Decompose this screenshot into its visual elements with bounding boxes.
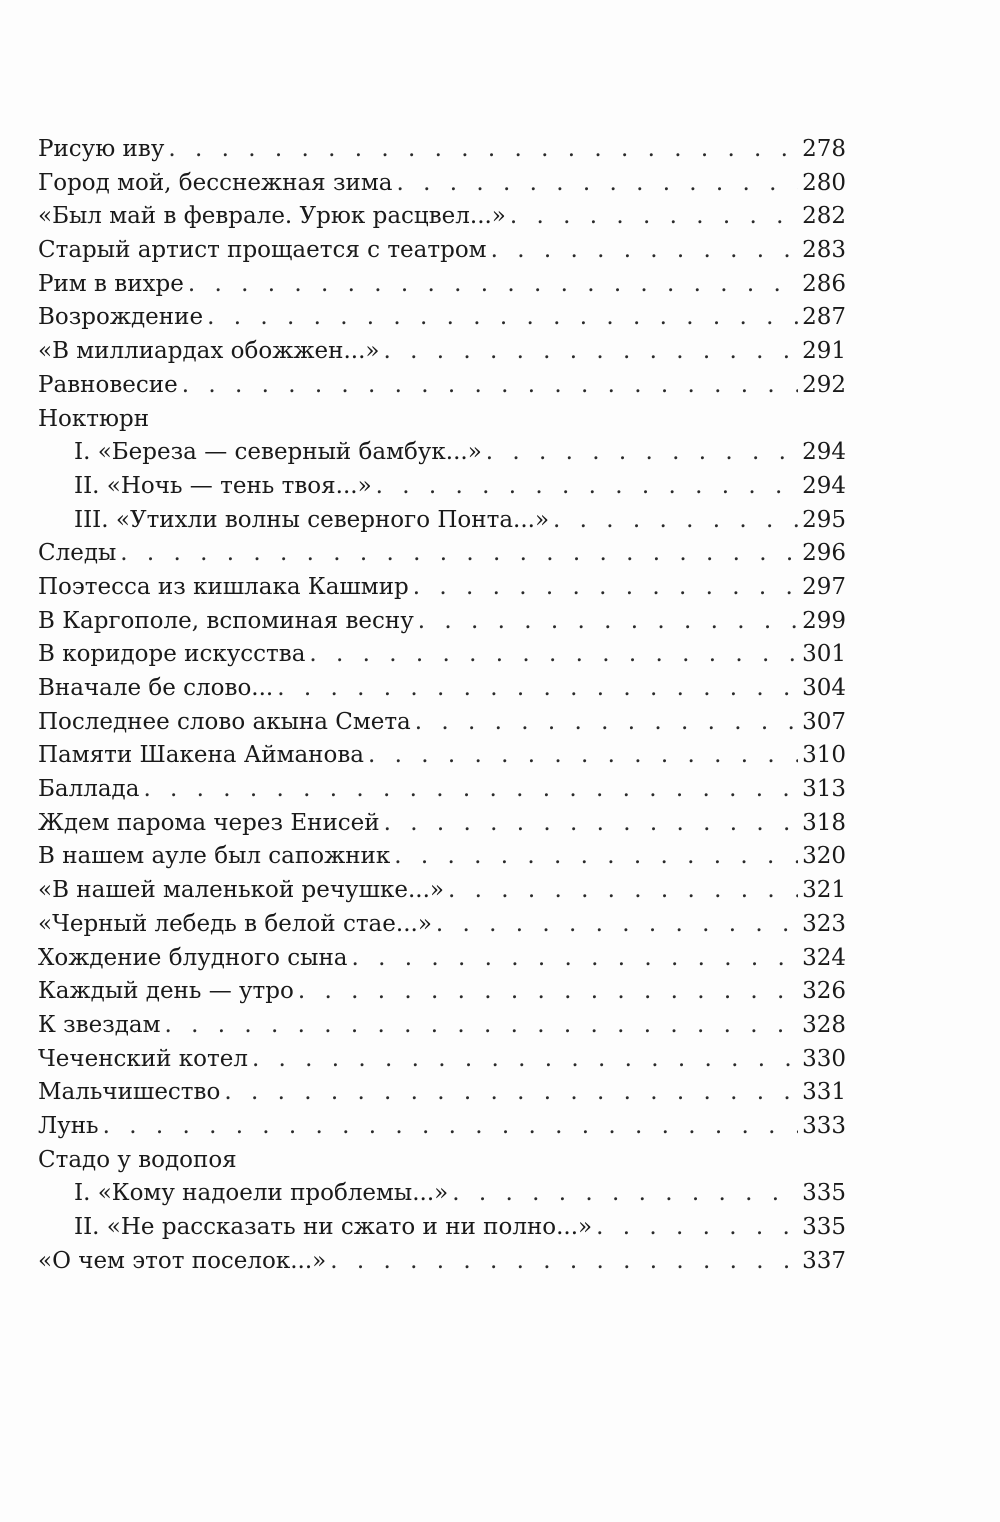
toc-page-number: 335 xyxy=(802,1180,846,1207)
toc-page-number: 297 xyxy=(802,573,846,600)
toc-entry-title: I. «Береза — северный бамбук...» xyxy=(74,439,482,466)
dot-leader xyxy=(486,439,798,465)
toc-entry-title: Последнее слово акына Смета xyxy=(38,708,411,735)
toc-entry-title: Равновесие xyxy=(38,371,178,398)
toc-entry-title: В Каргополе, вспоминая весну xyxy=(38,607,414,634)
dot-leader xyxy=(277,675,798,701)
toc-entry-title: К звездам xyxy=(38,1011,161,1038)
toc-entry xyxy=(38,271,846,305)
toc-entry-title: II. «Не рассказать ни сжато и ни полно...» xyxy=(74,1214,593,1240)
toc-entry xyxy=(38,1113,846,1147)
toc-entry xyxy=(38,304,846,338)
toc-entry-title: Город мой, бесснежная зима xyxy=(38,169,393,196)
toc-entry xyxy=(38,810,846,844)
dot-leader xyxy=(413,574,798,600)
toc-entry-title: Стадо у водопоя xyxy=(38,1146,237,1173)
toc-entry-title: Старый артист прощается с театром xyxy=(38,237,487,264)
dot-leader xyxy=(207,304,798,330)
toc-entry xyxy=(38,540,846,574)
toc-entry-title: III. «Утихли волны северного Понта...» xyxy=(74,506,550,533)
toc-entry-title: I. «Кому надоели проблемы...» xyxy=(74,1180,449,1207)
toc-entry-title: «О чем этот поселок...» xyxy=(38,1247,327,1274)
toc-entry-title: Лунь xyxy=(38,1112,99,1139)
toc-page-number: 291 xyxy=(802,338,846,365)
dot-leader xyxy=(168,136,798,162)
toc-entry xyxy=(38,877,846,911)
dot-leader xyxy=(120,540,798,566)
toc-entry xyxy=(38,1046,846,1080)
dot-leader xyxy=(309,641,798,667)
toc-page-number: 328 xyxy=(802,1011,846,1038)
toc-entry-title: Ноктюрн xyxy=(38,405,150,432)
toc-entry-title: Поэтесса из кишлака Кашмир xyxy=(38,573,409,600)
dot-leader xyxy=(491,237,799,263)
toc-entry-title: В нашем ауле был сапожник xyxy=(38,843,391,870)
toc-entry-title: Вначале бе слово... xyxy=(38,675,274,701)
toc-page-number: 282 xyxy=(802,203,846,230)
toc-entry xyxy=(38,203,846,237)
toc-page-number: 337 xyxy=(802,1247,846,1274)
toc-subentry xyxy=(38,439,846,473)
toc-entry-title: Баллада xyxy=(38,776,140,803)
toc-entry-title: «Черный лебедь в белой стае...» xyxy=(38,910,432,937)
toc-entry-title: Каждый день — утро xyxy=(38,978,294,1005)
toc-entry xyxy=(38,945,846,979)
toc-entry-title: «В нашей маленькой речушке...» xyxy=(38,877,444,904)
toc-entry xyxy=(38,170,846,204)
toc-entry-title: Рим в вихре xyxy=(38,270,184,297)
dot-leader xyxy=(252,1046,798,1072)
toc-page-number: 292 xyxy=(802,371,846,398)
dot-leader xyxy=(510,203,798,229)
toc-page-number: 321 xyxy=(802,877,846,904)
dot-leader xyxy=(452,1180,798,1206)
toc-page-number: 295 xyxy=(802,506,846,533)
dot-leader xyxy=(396,170,798,196)
toc-entry-title: Рисую иву xyxy=(38,136,165,162)
toc-entry xyxy=(38,641,846,675)
dot-leader xyxy=(383,338,798,364)
toc-entry-title: Хождение блудного сына xyxy=(38,944,348,971)
toc-page-number: 278 xyxy=(802,136,846,162)
toc-entry xyxy=(38,742,846,776)
toc-subentry xyxy=(38,1180,846,1214)
toc-page-number: 335 xyxy=(802,1214,846,1240)
toc-page-number: 324 xyxy=(802,944,846,971)
toc-page-number: 326 xyxy=(802,978,846,1005)
toc-entry-title: Чеченский котел xyxy=(38,1045,248,1072)
dot-leader xyxy=(418,608,798,634)
toc-entry xyxy=(38,338,846,372)
toc-page-number: 301 xyxy=(802,641,846,668)
toc-page-number: 310 xyxy=(802,742,846,769)
dot-leader xyxy=(394,843,798,869)
toc-page-number: 296 xyxy=(802,540,846,567)
toc-entry xyxy=(38,709,846,743)
toc-page-number: 286 xyxy=(802,270,846,297)
toc-entry-title: «В миллиардах обожжен...» xyxy=(38,338,380,365)
toc-entry-title: Следы xyxy=(38,540,117,567)
toc-page-number: 283 xyxy=(802,237,846,264)
dot-leader xyxy=(596,1214,798,1240)
toc-entry xyxy=(38,843,846,877)
toc-entry xyxy=(38,136,846,170)
dot-leader xyxy=(143,776,798,802)
dot-leader xyxy=(448,877,798,903)
toc-subentry xyxy=(38,1214,846,1248)
toc-entry xyxy=(38,675,846,709)
dot-leader xyxy=(415,709,798,735)
toc-subentry xyxy=(38,507,846,541)
toc-entry-title: Памяти Шакена Айманова xyxy=(38,742,365,769)
toc-entry xyxy=(38,1012,846,1046)
toc-page-number: 323 xyxy=(802,910,846,937)
toc-entry xyxy=(38,978,846,1012)
toc-entry-title: «Был май в феврале. Урюк расцвел...» xyxy=(38,203,506,230)
toc-page-number: 299 xyxy=(802,607,846,634)
toc-page-number: 318 xyxy=(802,809,846,836)
table-of-contents xyxy=(38,136,846,1281)
toc-entry xyxy=(38,372,846,406)
toc-page-number: 307 xyxy=(802,708,846,735)
toc-entry xyxy=(38,237,846,271)
toc-entry xyxy=(38,1248,846,1282)
toc-page-number: 313 xyxy=(802,776,846,803)
dot-leader xyxy=(368,742,798,768)
toc-page-number: 331 xyxy=(802,1079,846,1106)
toc-page-number: 330 xyxy=(802,1045,846,1072)
toc-section-heading xyxy=(38,406,846,440)
toc-entry-title: Мальчишество xyxy=(38,1079,221,1106)
dot-leader xyxy=(188,271,798,297)
toc-page-number: 294 xyxy=(802,439,846,466)
dot-leader xyxy=(376,473,798,499)
toc-subentry xyxy=(38,473,846,507)
toc-entry-title: II. «Ночь — тень твоя...» xyxy=(74,472,372,499)
toc-entry xyxy=(38,574,846,608)
toc-page-number: 304 xyxy=(802,675,846,701)
toc-section-heading xyxy=(38,1147,846,1181)
toc-entry xyxy=(38,776,846,810)
dot-leader xyxy=(384,810,798,836)
dot-leader xyxy=(553,507,798,533)
toc-page-number: 333 xyxy=(802,1112,846,1139)
dot-leader xyxy=(165,1012,799,1038)
toc-entry xyxy=(38,608,846,642)
toc-page-number: 287 xyxy=(802,304,846,331)
dot-leader xyxy=(298,978,798,1004)
dot-leader xyxy=(224,1079,798,1105)
dot-leader xyxy=(352,945,799,971)
dot-leader xyxy=(103,1113,799,1139)
toc-page-number: 320 xyxy=(802,843,846,870)
toc-entry xyxy=(38,1079,846,1113)
toc-page-number: 280 xyxy=(802,169,846,196)
dot-leader xyxy=(436,911,798,937)
dot-leader xyxy=(330,1248,798,1274)
toc-page-number: 294 xyxy=(802,472,846,499)
toc-entry-title: Возрождение xyxy=(38,304,204,331)
dot-leader xyxy=(182,372,798,398)
toc-entry-title: В коридоре искусства xyxy=(38,641,306,668)
toc-entry xyxy=(38,911,846,945)
toc-entry-title: Ждем парома через Енисей xyxy=(38,809,380,836)
